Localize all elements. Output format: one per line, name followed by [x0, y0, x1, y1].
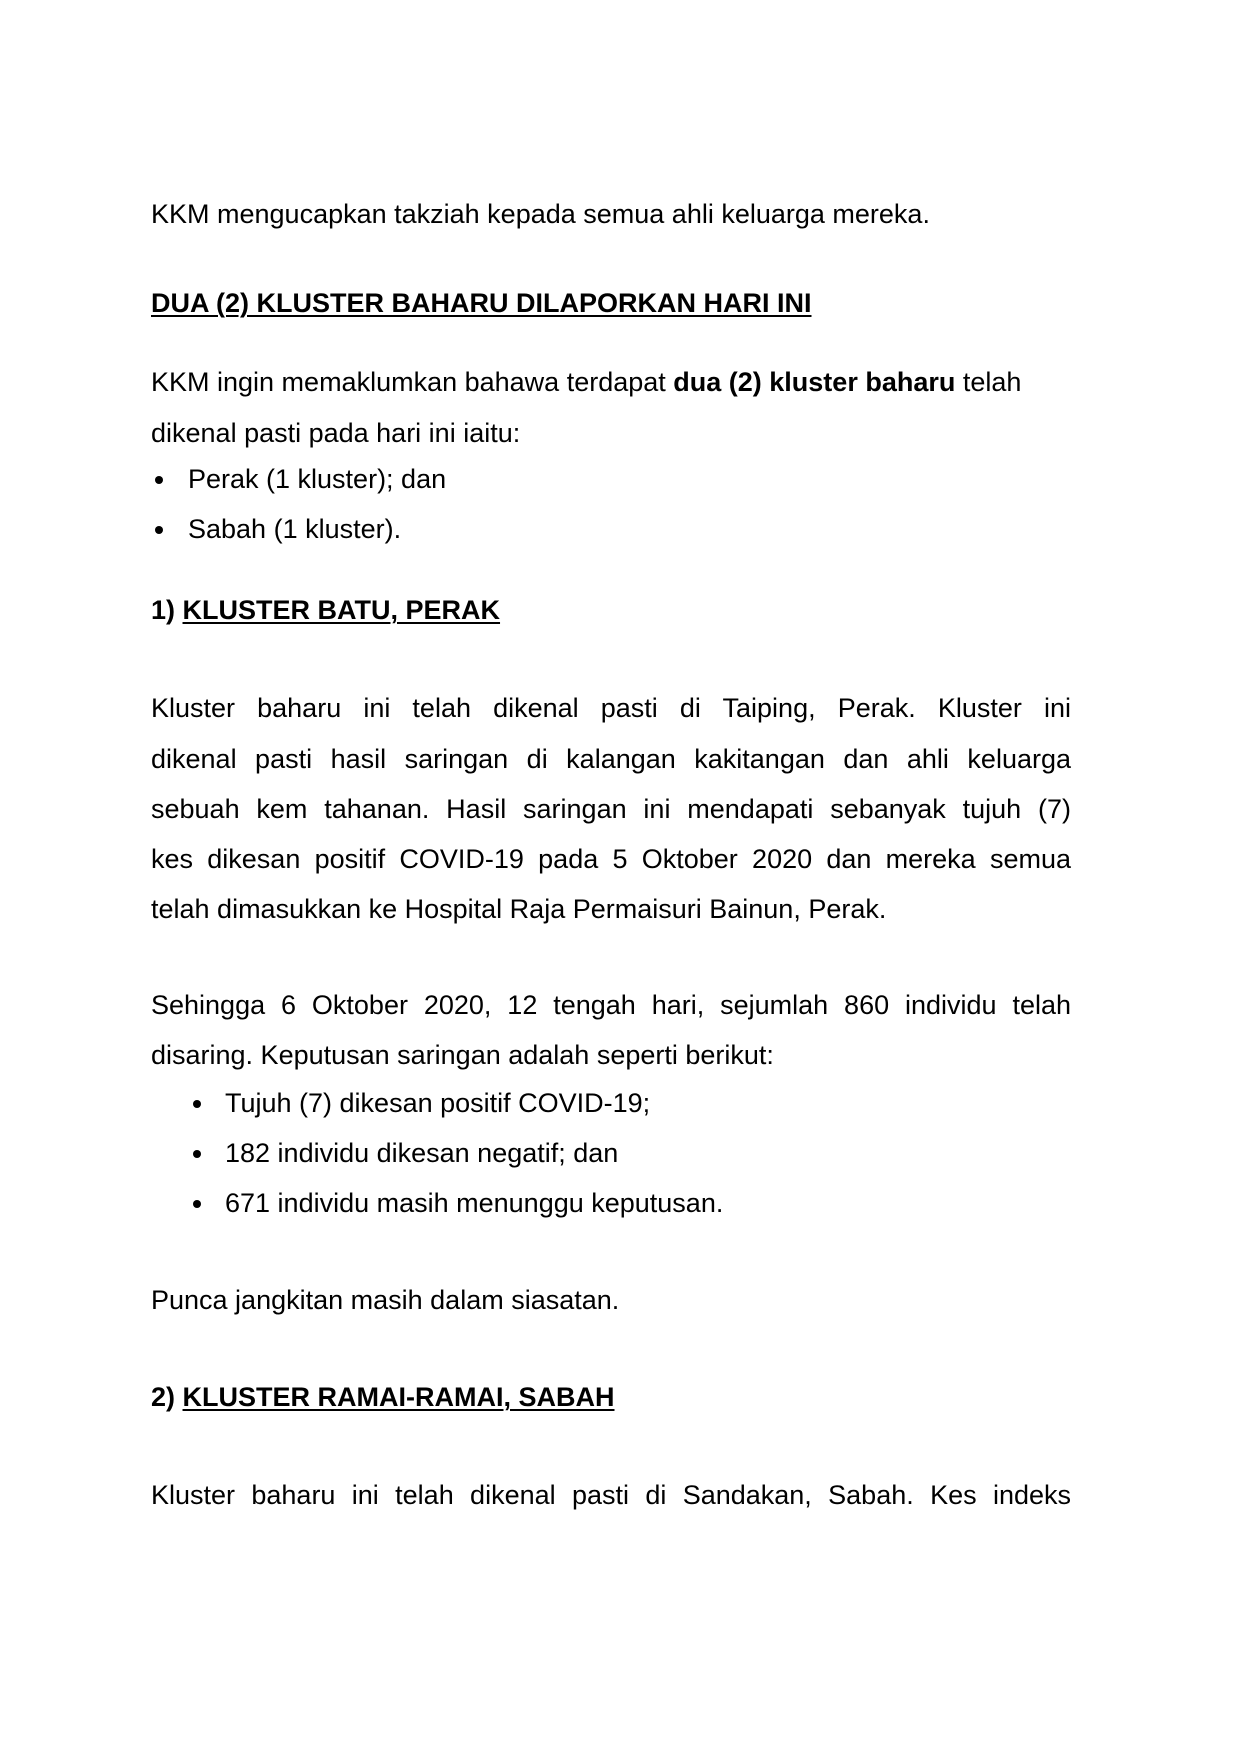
cluster1-para-line: telah dimasukkan ke Hospital Raja Permaisuri Bainun, Perak.	[151, 894, 887, 924]
cluster2-heading	[151, 1381, 615, 1413]
bullet-icon	[193, 1200, 201, 1208]
infection-source-text: Punca jangkitan masih dalam siasatan.	[151, 1285, 620, 1315]
intro-line-1	[151, 366, 1021, 398]
state-list-item: Perak (1 kluster); dan	[188, 464, 447, 494]
screening-result-item: 671 individu masih menunggu keputusan.	[225, 1188, 724, 1218]
cluster2-title: KLUSTER RAMAI-RAMAI, SABAH	[182, 1382, 615, 1412]
intro-line-2: dikenal pasti pada hari ini iaitu:	[151, 418, 521, 448]
cluster1-para-line: dikenal pasti hasil saringan di kalangan kakitangan dan ahli keluarga	[151, 744, 1071, 774]
cluster1-para-line: Kluster baharu ini telah dikenal pasti di Taiping, Perak. Kluster ini	[151, 693, 1071, 723]
cluster1-para-line: sebuah kem tahanan. Hasil saringan ini mendapati sebanyak tujuh (7)	[151, 794, 1071, 824]
bullet-icon	[193, 1100, 201, 1108]
intro-text-end: telah	[955, 367, 1022, 397]
cluster2-number: 2)	[151, 1382, 183, 1412]
bullet-icon	[155, 476, 163, 484]
screening-line: disaring. Keputusan saringan adalah seperti berikut:	[151, 1040, 774, 1070]
intro-bold-text: dua (2) kluster baharu	[673, 367, 956, 397]
state-list-item: Sabah (1 kluster).	[188, 514, 402, 544]
cluster1-para-line: kes dikesan positif COVID-19 pada 5 Oktober 2020 dan mereka semua	[151, 844, 1071, 874]
screening-result-item: 182 individu dikesan negatif; dan	[225, 1138, 619, 1168]
section-heading: DUA (2) KLUSTER BAHARU DILAPORKAN HARI INI	[151, 288, 812, 318]
condolence-text: KKM mengucapkan takziah kepada semua ahli keluarga mereka.	[151, 199, 930, 229]
cluster1-title: KLUSTER BATU, PERAK	[182, 595, 501, 625]
screening-result-item: Tujuh (7) dikesan positif COVID-19;	[225, 1088, 651, 1118]
cluster2-para-line: Kluster baharu ini telah dikenal pasti di Sandakan, Sabah. Kes indeks	[151, 1480, 1071, 1510]
cluster1-number: 1)	[151, 595, 183, 625]
screening-line: Sehingga 6 Oktober 2020, 12 tengah hari, sejumlah 860 individu telah	[151, 990, 1071, 1020]
cluster1-heading	[151, 594, 500, 626]
bullet-icon	[193, 1150, 201, 1158]
intro-text: KKM ingin memaklumkan bahawa terdapat	[151, 367, 674, 397]
bullet-icon	[155, 526, 163, 534]
